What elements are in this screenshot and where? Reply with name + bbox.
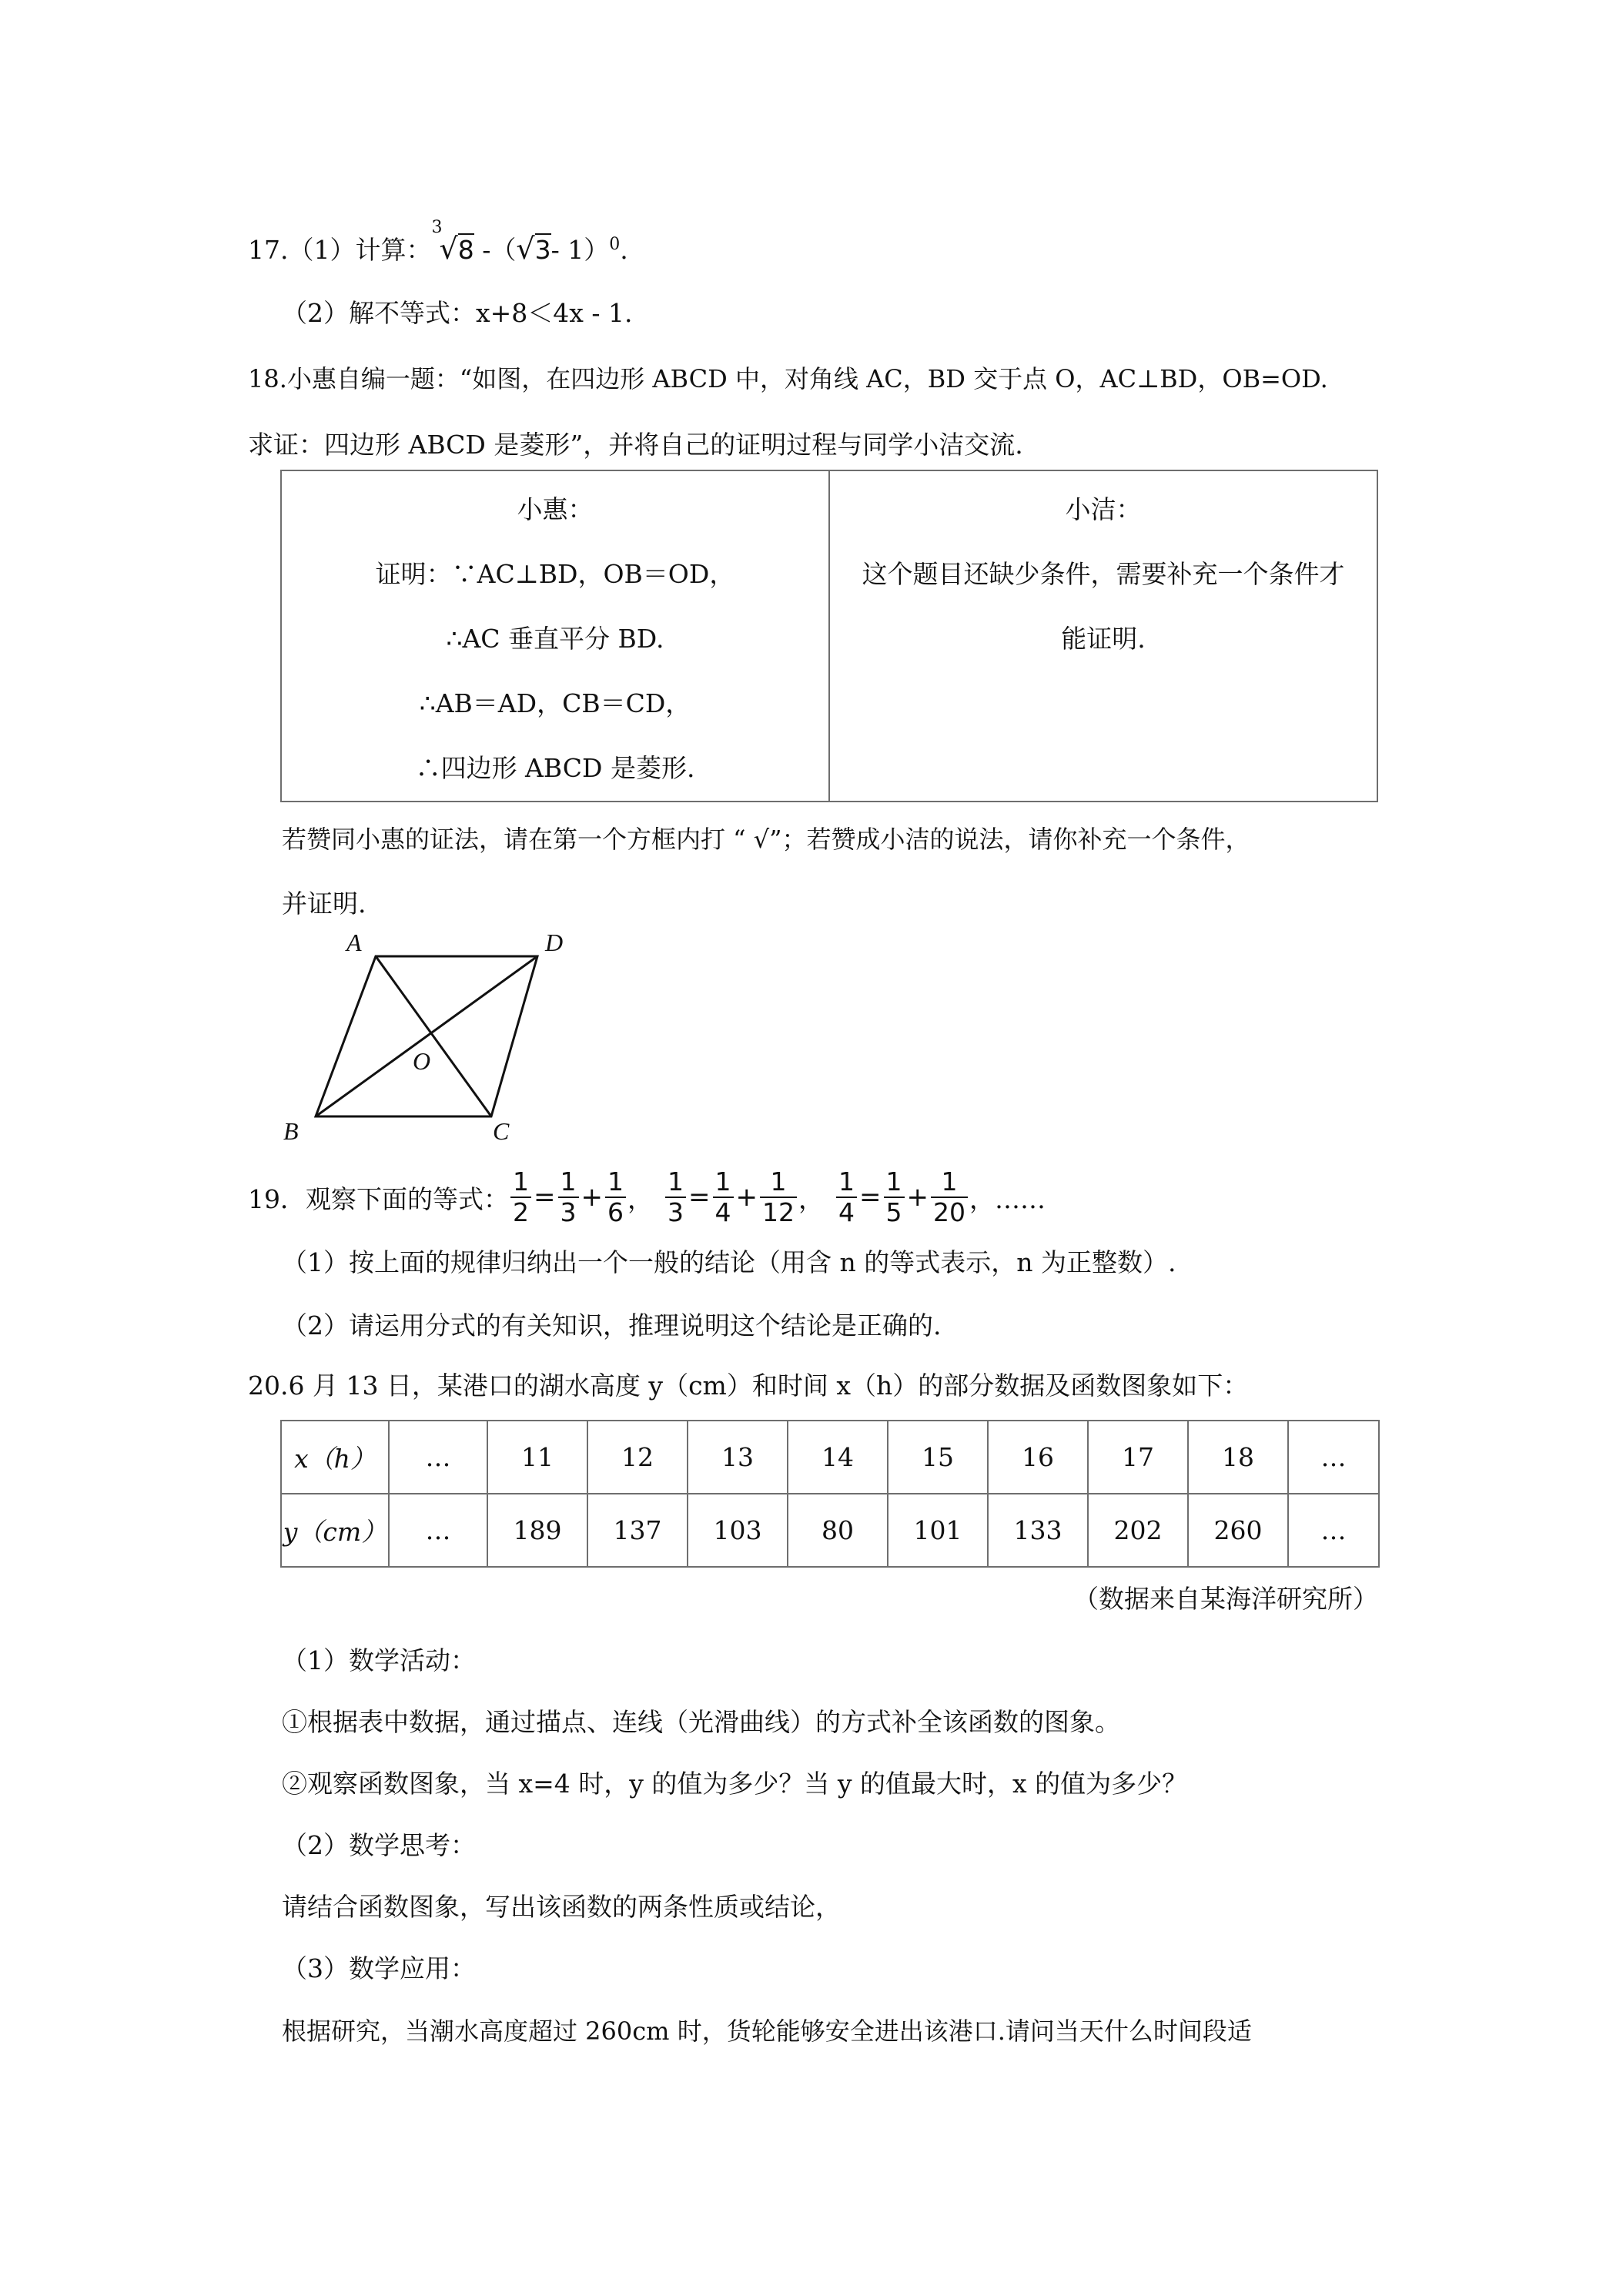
q19-prefix: 19．观察下面的等式： — [248, 1183, 509, 1214]
eq1-term-a: $\frac{1}{3}$ — [558, 1167, 579, 1227]
table-cell: … — [1288, 1421, 1379, 1494]
xiaohui-heading: 小惠： — [517, 494, 594, 524]
q18-line2: 求证：四边形 ABCD 是菱形”，并将自己的证明过程与同学小洁交流. — [248, 430, 1023, 460]
ellipsis: ，…… — [969, 1183, 1046, 1214]
q17-period: . — [620, 235, 628, 265]
table-cell: 260 — [1188, 1494, 1288, 1567]
q17-exponent: 0 — [609, 235, 621, 254]
table-cell: 16 — [988, 1421, 1088, 1494]
q20-section1: （1）数学活动： — [282, 1645, 476, 1675]
xiaojie-text-1: 这个题目还缺少条件，需要补充一个条件才 — [862, 559, 1345, 589]
label-b: B — [283, 1117, 299, 1145]
table-cell: 80 — [788, 1494, 888, 1567]
table-row-x — [281, 1421, 1379, 1494]
table-cell: 17 — [1088, 1421, 1188, 1494]
q20-intro: 20.6 月 13 日，某港口的湖水高度 y（cm）和时间 x（h）的部分数据及函数图象如下： — [248, 1371, 1249, 1401]
separator: ， — [627, 1183, 653, 1214]
label-d: D — [545, 929, 564, 956]
q18-after2: 并证明. — [282, 889, 366, 919]
q19-equations — [248, 1159, 1046, 1236]
plus-sign: + — [906, 1182, 929, 1213]
eq3-term-b: $\frac{1}{20}$ — [931, 1167, 968, 1227]
cube-root-sign: 3 √8 — [431, 218, 474, 266]
proof-step-2: ∴AC 垂直平分 BD. — [446, 624, 664, 654]
q17-part2-prefix: （2）解不等式： — [282, 298, 476, 328]
proof-table — [280, 470, 1378, 802]
table-cell: … — [1288, 1494, 1379, 1567]
xiaojie-text-2: 能证明. — [1061, 624, 1146, 654]
proof-step-1: 证明：∵AC⊥BD，OB＝OD， — [375, 559, 735, 589]
diagonal-ac — [376, 956, 491, 1116]
equals-sign: = — [688, 1182, 711, 1213]
q20-section1-b: ②观察函数图象，当 x=4 时，y 的值为多少？当 y 的值最大时，x 的值为多少？ — [282, 1769, 1188, 1799]
q20-section3: （3）数学应用： — [282, 1953, 476, 1983]
row-header-x: x（h） — [281, 1421, 389, 1494]
table-cell: 101 — [888, 1494, 988, 1567]
table-cell: 13 — [688, 1421, 788, 1494]
table-cell: 18 — [1188, 1421, 1288, 1494]
eq2-left-fraction: $\frac{1}{3}$ — [665, 1167, 686, 1227]
sqrt-sign: √3 — [516, 232, 551, 266]
xiaohui-column — [281, 470, 829, 802]
table-row-y — [281, 1494, 1379, 1567]
table-cell: 103 — [688, 1494, 788, 1567]
proof-step-4: ∴四边形 ABCD 是菱形. — [415, 753, 695, 783]
rhombus-figure — [276, 928, 599, 1151]
q20-section1-a: ①根据表中数据，通过描点、连线（光滑曲线）的方式补全该函数的图象。 — [282, 1707, 1120, 1737]
eq3-left-fraction: $\frac{1}{4}$ — [836, 1167, 857, 1227]
table-cell: 14 — [788, 1421, 888, 1494]
eq3-term-a: $\frac{1}{5}$ — [884, 1167, 905, 1227]
eq1-term-b: $\frac{1}{6}$ — [605, 1167, 626, 1227]
eq2-term-a: $\frac{1}{4}$ — [713, 1167, 734, 1227]
diagonal-bd — [316, 956, 537, 1116]
data-source: （数据来自某海洋研究所） — [1073, 1584, 1378, 1614]
xiaojie-column — [829, 470, 1377, 802]
table-cell: 189 — [487, 1494, 587, 1567]
table-cell: … — [389, 1421, 487, 1494]
plus-sign: + — [735, 1182, 758, 1213]
q17-part1 — [248, 218, 628, 268]
row-header-y: y（cm） — [281, 1494, 389, 1567]
label-a: A — [346, 929, 362, 956]
table-cell: 12 — [587, 1421, 688, 1494]
xiaojie-heading: 小洁： — [1065, 494, 1142, 524]
q20-section2-a: 请结合函数图象，写出该函数的两条性质或结论， — [282, 1892, 841, 1922]
tide-data-table — [280, 1420, 1380, 1568]
q17-part2 — [282, 296, 632, 330]
q18-line1: 18.小惠自编一题：“如图，在四边形 ABCD 中，对角线 AC，BD 交于点 O，AC⊥BD，OB=OD. — [248, 364, 1328, 393]
table-cell: 133 — [988, 1494, 1088, 1567]
q17-part2-expr: x+8＜4x - 1. — [476, 298, 633, 328]
label-o: O — [413, 1047, 431, 1075]
equals-sign: = — [859, 1182, 882, 1213]
radicand-8: 8 — [457, 235, 474, 265]
radicand-3: 3 — [534, 235, 551, 265]
q17-minus: -（ — [482, 235, 517, 265]
q18-after1: 若赞同小惠的证法，请在第一个方框内打 “ √”；若赞成小洁的说法，请你补充一个条件， — [282, 825, 1250, 854]
q19-part1: （1）按上面的规律归纳出一个一般的结论（用含 n 的等式表示，n 为正整数）. — [282, 1247, 1176, 1277]
eq1-left-fraction: $\frac{1}{2}$ — [510, 1167, 531, 1227]
table-cell: … — [389, 1494, 487, 1567]
table-cell: 15 — [888, 1421, 988, 1494]
label-c: C — [493, 1117, 510, 1145]
table-cell: 202 — [1088, 1494, 1188, 1567]
eq2-term-b: $\frac{1}{12}$ — [760, 1167, 797, 1227]
equals-sign: = — [534, 1182, 556, 1213]
q17-tail: - 1） — [550, 235, 610, 265]
table-cell: 11 — [487, 1421, 587, 1494]
q17-part1-prefix: 17.（1）计算： — [248, 235, 432, 265]
q20-section3-a: 根据研究，当潮水高度超过 260cm 时，货轮能够安全进出该港口.请问当天什么时间段适 — [282, 2017, 1252, 2046]
plus-sign: + — [581, 1182, 603, 1213]
separator: ， — [798, 1183, 824, 1214]
root-index: 3 — [431, 218, 443, 237]
q20-section2: （2）数学思考： — [282, 1830, 476, 1860]
proof-step-3: ∴AB＝AD，CB＝CD， — [419, 688, 691, 718]
table-cell: 137 — [587, 1494, 688, 1567]
q19-part2: （2）请运用分式的有关知识，推理说明这个结论是正确的. — [282, 1310, 942, 1340]
